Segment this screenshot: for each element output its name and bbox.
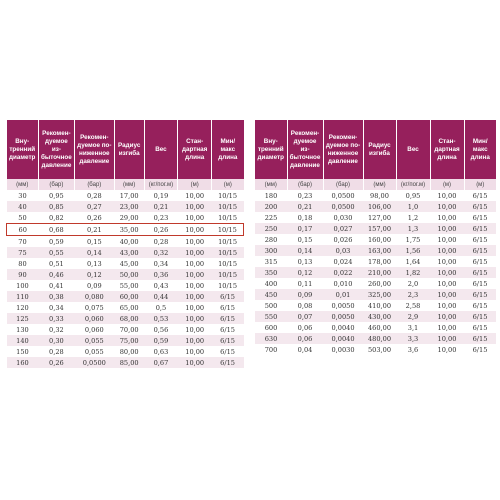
table-cell: 0,060 [74, 313, 114, 324]
table-cell: 17,00 [114, 190, 144, 201]
header-standard-length: Стан- дартная длина [430, 120, 464, 179]
table-cell: 10,00 [178, 212, 212, 224]
table-cell: 0,28 [74, 190, 114, 201]
header-bend-radius: Радиус изгиба [363, 120, 396, 179]
table-cell: 0,026 [323, 234, 363, 245]
table-cell: 10/15 [212, 247, 244, 258]
table-cell: 0,17 [287, 223, 323, 234]
table-cell: 450 [255, 289, 287, 300]
table-cell: 0,95 [38, 190, 74, 201]
table-cell: 0,56 [144, 324, 178, 335]
units-row [255, 179, 496, 190]
table-cell: 0,14 [287, 245, 323, 256]
table-cell: 80 [7, 258, 39, 269]
table-row [7, 280, 244, 291]
table-cell: 0,55 [38, 247, 74, 258]
table-cell: 10,00 [178, 247, 212, 258]
table-cell: 0,13 [287, 256, 323, 267]
table-cell: 100 [7, 280, 39, 291]
table-cell: 0,36 [144, 269, 178, 280]
table-row [7, 335, 244, 346]
table-cell: 75 [7, 247, 39, 258]
table-row [255, 190, 496, 201]
table-cell: 29,00 [114, 212, 144, 224]
unit-cell: (бар) [38, 179, 74, 190]
table-cell: 3,1 [396, 322, 430, 333]
table-cell: 10,00 [430, 289, 464, 300]
table-cell: 70 [7, 236, 39, 248]
table-cell: 250 [255, 223, 287, 234]
table-cell: 6/15 [464, 267, 496, 278]
header-row [255, 120, 496, 179]
table-cell: 10,00 [178, 280, 212, 291]
table-cell: 10/15 [212, 280, 244, 291]
unit-cell: (мм) [7, 179, 39, 190]
table-cell: 0,43 [144, 280, 178, 291]
table-cell: 10,00 [178, 190, 212, 201]
table-cell: 10/15 [212, 269, 244, 280]
header-bend-radius: Радиус изгиба [114, 120, 144, 179]
table-cell: 106,00 [363, 201, 396, 212]
table-cell: 0,06 [287, 322, 323, 333]
table-cell: 6/15 [464, 311, 496, 322]
table-row [7, 247, 244, 258]
unit-cell: (бар) [287, 179, 323, 190]
table-row [255, 245, 496, 256]
table-cell: 225 [255, 212, 287, 223]
table-cell: 0,01 [323, 289, 363, 300]
table-cell: 1,82 [396, 267, 430, 278]
table-cell: 0,19 [144, 190, 178, 201]
table-cell: 0,59 [38, 236, 74, 248]
table-row [7, 212, 244, 224]
table-cell: 0,30 [38, 335, 74, 346]
table-cell: 400 [255, 278, 287, 289]
table-cell: 0,46 [38, 269, 74, 280]
table-cell: 10,00 [430, 333, 464, 344]
header-overpressure: Рекомен- дуемое из- быточное давление [38, 120, 74, 179]
table-cell: 200 [255, 201, 287, 212]
table-row [255, 223, 496, 234]
table-cell: 98,00 [363, 190, 396, 201]
unit-cell: (кг/пог.м) [396, 179, 430, 190]
table-cell: 0,26 [74, 212, 114, 224]
table-cell: 0,14 [74, 247, 114, 258]
table-row [7, 313, 244, 324]
table-cell: 163,00 [363, 245, 396, 256]
table-row [7, 346, 244, 357]
table-cell: 0,41 [38, 280, 74, 291]
table-cell: 10,00 [178, 313, 212, 324]
header-overpressure: Рекомен- дуемое из- быточное давление [287, 120, 323, 179]
table-cell: 10,00 [178, 302, 212, 313]
table-cell: 6/15 [464, 333, 496, 344]
table-cell: 0,0050 [323, 311, 363, 322]
table-cell: 0,0500 [74, 357, 114, 368]
table-cell: 10,00 [178, 201, 212, 212]
table-cell: 127,00 [363, 212, 396, 223]
table-left [6, 120, 244, 368]
table-cell: 85,00 [114, 357, 144, 368]
table-cell: 45,00 [114, 258, 144, 269]
table-cell: 10,00 [430, 344, 464, 355]
table-cell: 0,0500 [323, 190, 363, 201]
table-cell: 10,00 [178, 269, 212, 280]
table-cell: 80,00 [114, 346, 144, 357]
table-row [255, 289, 496, 300]
header-inner-diameter: Вну- тренний диаметр [7, 120, 39, 179]
table-cell: 10,00 [178, 357, 212, 368]
table-cell: 630 [255, 333, 287, 344]
table-cell: 6/15 [464, 300, 496, 311]
table-cell: 0,08 [287, 300, 323, 311]
table-cell: 10,00 [430, 223, 464, 234]
table-cell: 125 [7, 313, 39, 324]
table-cell: 10/15 [212, 190, 244, 201]
table-cell: 6/15 [212, 357, 244, 368]
table-row [255, 234, 496, 245]
table-cell: 1,64 [396, 256, 430, 267]
table-cell: 6/15 [212, 346, 244, 357]
table-cell: 500 [255, 300, 287, 311]
table-cell: 160,00 [363, 234, 396, 245]
table-cell: 120 [7, 302, 39, 313]
table-cell: 10,00 [178, 291, 212, 302]
table-cell: 0,21 [74, 224, 114, 236]
table-cell: 0,53 [144, 313, 178, 324]
table-cell: 60 [7, 224, 39, 236]
table-row [255, 322, 496, 333]
table-row [255, 300, 496, 311]
table-row [7, 236, 244, 248]
table-cell: 0,5 [144, 302, 178, 313]
table-cell: 6/15 [464, 190, 496, 201]
table-cell: 0,28 [38, 346, 74, 357]
table-cell: 2,0 [396, 278, 430, 289]
table-cell: 10,00 [178, 346, 212, 357]
table-cell: 10,00 [178, 335, 212, 346]
table-cell: 3,3 [396, 333, 430, 344]
table-cell: 0,03 [323, 245, 363, 256]
table-cell: 23,00 [114, 201, 144, 212]
table-cell: 6/15 [464, 212, 496, 223]
table-cell: 70,00 [114, 324, 144, 335]
table-row [255, 311, 496, 322]
unit-cell: (м) [212, 179, 244, 190]
table-body-left [7, 190, 244, 368]
header-underpressure: Рекомен- дуемое по- ниженное давление [323, 120, 363, 179]
table-cell: 0,12 [74, 269, 114, 280]
table-cell: 315 [255, 256, 287, 267]
table-cell: 700 [255, 344, 287, 355]
table-cell: 0,09 [287, 289, 323, 300]
table-cell: 10,00 [430, 300, 464, 311]
header-underpressure: Рекомен- дуемое по- ниженное давление [74, 120, 114, 179]
table-cell: 60,00 [114, 291, 144, 302]
table-cell: 10,00 [430, 267, 464, 278]
table-cell: 6/15 [464, 201, 496, 212]
table-cell: 0,11 [287, 278, 323, 289]
table-cell: 0,34 [144, 258, 178, 269]
table-row [7, 324, 244, 335]
table-cell: 6/15 [464, 344, 496, 355]
table-cell: 10,00 [430, 311, 464, 322]
unit-cell: (мм) [363, 179, 396, 190]
table-row [255, 212, 496, 223]
table-cell: 0,0040 [323, 333, 363, 344]
table-cell: 325,00 [363, 289, 396, 300]
table-cell: 0,23 [144, 212, 178, 224]
table-cell: 6/15 [464, 289, 496, 300]
table-row [7, 302, 244, 313]
table-cell: 0,060 [74, 324, 114, 335]
table-cell: 0,34 [38, 302, 74, 313]
table-cell: 6/15 [464, 234, 496, 245]
table-cell: 0,85 [38, 201, 74, 212]
table-row [7, 190, 244, 201]
units-row [7, 179, 244, 190]
table-cell: 0,06 [287, 333, 323, 344]
table-cell: 6/15 [464, 322, 496, 333]
table-cell: 350 [255, 267, 287, 278]
unit-cell: (м) [464, 179, 496, 190]
table-cell: 110 [7, 291, 39, 302]
table-cell: 0,23 [287, 190, 323, 201]
table-row [7, 201, 244, 212]
table-cell: 40 [7, 201, 39, 212]
table-cell: 10,00 [430, 256, 464, 267]
table-cell: 10,00 [430, 278, 464, 289]
table-cell: 55,00 [114, 280, 144, 291]
table-cell: 0,0050 [323, 300, 363, 311]
table-cell: 50 [7, 212, 39, 224]
table-cell: 210,00 [363, 267, 396, 278]
table-cell: 0,15 [287, 234, 323, 245]
table-cell: 280 [255, 234, 287, 245]
table-right [255, 120, 496, 355]
table-cell: 0,075 [74, 302, 114, 313]
table-cell: 6/15 [212, 291, 244, 302]
table-cell: 6/15 [212, 335, 244, 346]
table-cell: 65,00 [114, 302, 144, 313]
table-cell: 0,030 [323, 212, 363, 223]
table-cell: 6/15 [212, 302, 244, 313]
table-cell: 10,00 [430, 201, 464, 212]
table-cell: 0,027 [323, 223, 363, 234]
table-row [7, 357, 244, 368]
table-cell: 10/15 [212, 258, 244, 269]
table-row [255, 333, 496, 344]
table-cell: 178,00 [363, 256, 396, 267]
table-cell: 0,15 [74, 236, 114, 248]
unit-cell: (кг/пог.м) [144, 179, 178, 190]
table-cell: 0,26 [38, 357, 74, 368]
table-cell: 0,21 [287, 201, 323, 212]
table-cell: 0,022 [323, 267, 363, 278]
table-cell: 1,56 [396, 245, 430, 256]
table-cell: 480,00 [363, 333, 396, 344]
unit-cell: (бар) [74, 179, 114, 190]
table-cell: 180 [255, 190, 287, 201]
table-cell: 460,00 [363, 322, 396, 333]
table-cell: 0,055 [74, 346, 114, 357]
unit-cell: (м) [430, 179, 464, 190]
table-cell: 260,00 [363, 278, 396, 289]
table-cell: 0,67 [144, 357, 178, 368]
unit-cell: (мм) [114, 179, 144, 190]
table-cell: 2,9 [396, 311, 430, 322]
table-cell: 10/15 [212, 212, 244, 224]
table-cell: 550 [255, 311, 287, 322]
table-cell: 1,0 [396, 201, 430, 212]
table-cell: 0,95 [396, 190, 430, 201]
table-cell: 43,00 [114, 247, 144, 258]
table-cell: 0,32 [144, 247, 178, 258]
table-cell: 1,2 [396, 212, 430, 223]
table-cell: 0,51 [38, 258, 74, 269]
table-cell: 0,59 [144, 335, 178, 346]
table-cell: 0,44 [144, 291, 178, 302]
table-cell: 0,07 [287, 311, 323, 322]
table-cell: 10/15 [212, 236, 244, 248]
table-cell: 0,0030 [323, 344, 363, 355]
table-cell: 90 [7, 269, 39, 280]
table-cell: 1,75 [396, 234, 430, 245]
table-cell: 10,00 [430, 234, 464, 245]
table-row [7, 258, 244, 269]
table-cell: 0,82 [38, 212, 74, 224]
table-cell: 0,13 [74, 258, 114, 269]
table-cell: 10,00 [178, 236, 212, 248]
table-cell: 0,18 [287, 212, 323, 223]
table-cell: 35,00 [114, 224, 144, 236]
table-cell: 0,080 [74, 291, 114, 302]
header-weight: Вес [144, 120, 178, 179]
table-cell: 0,12 [287, 267, 323, 278]
table-cell: 10,00 [430, 212, 464, 223]
table-row [255, 278, 496, 289]
table-cell: 0,32 [38, 324, 74, 335]
table-cell: 130 [7, 324, 39, 335]
table-cell: 430,00 [363, 311, 396, 322]
table-cell: 10,00 [430, 245, 464, 256]
table-cell: 0,68 [38, 224, 74, 236]
table-cell: 0,28 [144, 236, 178, 248]
table-cell: 6/15 [464, 223, 496, 234]
table-cell: 10/15 [212, 224, 244, 236]
table-cell: 6/15 [464, 256, 496, 267]
table-cell: 10,00 [178, 324, 212, 335]
table-cell: 6/15 [464, 245, 496, 256]
table-cell: 3,6 [396, 344, 430, 355]
table-row [255, 201, 496, 212]
table-cell: 10,00 [178, 224, 212, 236]
table-cell: 6/15 [212, 313, 244, 324]
header-row [7, 120, 244, 179]
unit-cell: (м) [178, 179, 212, 190]
table-cell: 0,33 [38, 313, 74, 324]
table-cell: 2,3 [396, 289, 430, 300]
table-cell: 157,00 [363, 223, 396, 234]
table-cell: 10,00 [430, 190, 464, 201]
header-standard-length: Стан- дартная длина [178, 120, 212, 179]
header-min-max-length: Мин/ макс длина [212, 120, 244, 179]
table-cell: 10/15 [212, 201, 244, 212]
table-row [7, 269, 244, 280]
table-cell: 503,00 [363, 344, 396, 355]
table-cell: 0,09 [74, 280, 114, 291]
table-cell: 0,26 [144, 224, 178, 236]
table-cell: 75,00 [114, 335, 144, 346]
table-cell: 0,024 [323, 256, 363, 267]
header-min-max-length: Мин/ макс длина [464, 120, 496, 179]
table-cell: 140 [7, 335, 39, 346]
table-cell: 0,055 [74, 335, 114, 346]
table-cell: 0,38 [38, 291, 74, 302]
table-cell: 0,27 [74, 201, 114, 212]
table-cell: 1,3 [396, 223, 430, 234]
table-row [255, 267, 496, 278]
table-cell: 50,00 [114, 269, 144, 280]
unit-cell: (мм) [255, 179, 287, 190]
table-cell: 0,04 [287, 344, 323, 355]
unit-cell: (бар) [323, 179, 363, 190]
table-cell: 410,00 [363, 300, 396, 311]
table-row [255, 344, 496, 355]
table-cell: 2,58 [396, 300, 430, 311]
table-cell: 300 [255, 245, 287, 256]
table-cell: 10,00 [178, 258, 212, 269]
table-row [7, 291, 244, 302]
table-body-right [255, 190, 496, 355]
table-cell: 160 [7, 357, 39, 368]
table-cell: 0,63 [144, 346, 178, 357]
header-inner-diameter: Вну- тренний диаметр [255, 120, 287, 179]
table-cell: 0,0040 [323, 322, 363, 333]
header-weight: Вес [396, 120, 430, 179]
table-cell: 6/15 [464, 278, 496, 289]
table-row [255, 256, 496, 267]
table-cell: 0,010 [323, 278, 363, 289]
table-cell: 30 [7, 190, 39, 201]
table-cell: 600 [255, 322, 287, 333]
table-cell: 68,00 [114, 313, 144, 324]
table-cell: 150 [7, 346, 39, 357]
table-row-highlighted [7, 224, 244, 236]
table-cell: 10,00 [430, 322, 464, 333]
table-cell: 40,00 [114, 236, 144, 248]
table-cell: 0,0500 [323, 201, 363, 212]
table-cell: 6/15 [212, 324, 244, 335]
table-cell: 0,21 [144, 201, 178, 212]
